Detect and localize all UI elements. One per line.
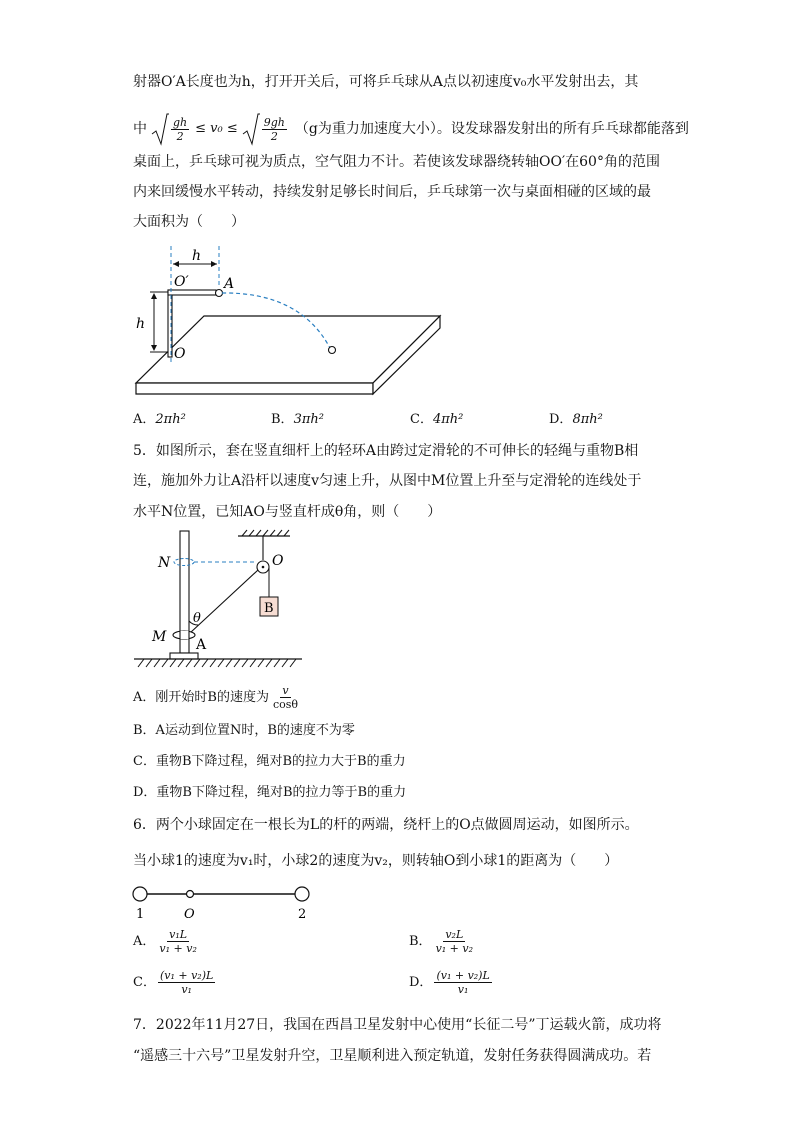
q7-line-1: 7．2022年11月27日，我国在西昌卫星发射中心使用“长征二号”丁运载火箭，成功将 <box>133 1017 662 1033</box>
frac-den: v₁ + v₂ <box>435 942 474 955</box>
sqrt-sign-icon <box>242 112 260 146</box>
q5-option-a[interactable] <box>133 684 302 711</box>
arrow-head-icon <box>151 293 157 299</box>
q6-option-b-frac <box>434 928 475 955</box>
q5-option-c[interactable]: C．重物B下降过程，绳对B的拉力大于B的重力 <box>133 754 406 769</box>
frac-num: (v₁ + v₂)L <box>159 969 214 982</box>
q6-option-c[interactable] <box>133 969 217 996</box>
option-key: B． <box>271 412 294 427</box>
pulley-axle <box>262 566 265 569</box>
option-text: A．刚开始时B的速度为 <box>133 689 269 705</box>
q4-line-1: 射器O′A长度也为h，打开开关后，可将乒乓球从A点以初速度v₀水平发射出去，其 <box>133 74 639 90</box>
q5-line-3: 水平N位置，已知AO与竖直杆成θ角，则（ ） <box>133 504 442 520</box>
label-a: A <box>196 637 207 653</box>
frac-num: v₁L <box>169 928 188 941</box>
option-value: 8πh² <box>572 412 603 427</box>
option-key: A． <box>133 412 156 427</box>
label-n: N <box>158 555 171 571</box>
q4-line-2 <box>133 112 689 146</box>
label-o: O <box>174 346 186 362</box>
label-b: B <box>264 601 274 616</box>
label-a: A <box>224 276 235 292</box>
option-value: 4πh² <box>432 412 464 427</box>
q4-line-5: 大面积为（ ） <box>133 214 245 230</box>
q4-line-2-suffix: （g为重力加速度大小）。设发球器发射出的所有乒乓球都能落到 <box>294 121 689 137</box>
option-key: C． <box>133 974 156 990</box>
q4-ineq-right-num: 9gh <box>263 115 285 129</box>
q5-line-2: 连，施加外力让A沿杆以速度v匀速上升，从图中M位置上升至与定滑轮的连线处于 <box>133 473 642 489</box>
label-m: M <box>152 629 167 645</box>
arrow-head-icon <box>151 345 157 351</box>
q6-option-d-frac <box>434 969 491 996</box>
q5-option-a-frac <box>271 684 300 711</box>
label-h-top: h <box>192 248 202 264</box>
q4-ineq-right-den: 2 <box>270 129 278 143</box>
q6-figure <box>128 882 318 922</box>
q4-option-a[interactable] <box>133 411 186 429</box>
rod-base <box>170 653 198 659</box>
q5-line-1: 5．如图所示，套在竖直细杆上的轻环A由跨过定滑轮的不可伸长的轻绳与重物B相 <box>133 443 639 459</box>
arrow-head-icon <box>173 261 179 267</box>
ball-2 <box>295 887 309 901</box>
q4-ineq-right-frac <box>262 116 287 143</box>
pivot-o <box>187 891 194 898</box>
q6-option-c-frac <box>158 969 215 996</box>
label-1: 1 <box>136 907 145 922</box>
q4-line-2-prefix: 中 <box>133 121 147 137</box>
frac-den: v₁ + v₂ <box>159 942 197 955</box>
label-o: O <box>184 907 195 922</box>
launcher-arm <box>168 290 216 295</box>
q4-option-b[interactable] <box>271 411 324 429</box>
q6-line-2: 当小球1的速度为v₁时，小球2的速度为v₂，则转轴O到小球1的距离为（ ） <box>133 853 619 869</box>
frac-num: v₂L <box>445 928 464 941</box>
q4-figure <box>130 240 450 400</box>
table-front <box>136 383 373 394</box>
q4-line-3: 桌面上，乒乓球可视为质点，空气阻力不计。若使该发球器绕转轴OO′在60°角的范围 <box>133 154 660 170</box>
q5-figure <box>130 528 310 673</box>
q5-option-b[interactable]: B．A运动到位置N时，B的速度不为零 <box>133 723 355 738</box>
frac-den: v₁ <box>457 983 469 996</box>
label-o-prime: O′ <box>174 274 189 290</box>
q4-option-c[interactable] <box>410 411 463 429</box>
ball-1 <box>133 887 147 901</box>
q4-ineq-left-num: gh <box>173 115 188 129</box>
label-h-left: h <box>136 316 146 332</box>
label-o: O <box>272 553 284 569</box>
ground-hatch <box>138 659 296 667</box>
q4-ineq-left-den: 2 <box>176 129 184 143</box>
q6-option-a-frac <box>157 928 198 955</box>
arrow-head-icon <box>211 261 217 267</box>
ball-a <box>216 290 223 297</box>
option-key: C． <box>410 412 433 427</box>
label-theta: θ <box>193 611 201 626</box>
option-value: 2πh² <box>155 412 186 427</box>
option-key: A． <box>133 933 156 949</box>
frac-num: (v₁ + v₂)L <box>436 969 490 982</box>
q6-option-d[interactable] <box>409 969 494 996</box>
frac-den: v₁ <box>181 983 192 996</box>
q5-option-d[interactable]: D．重物B下降过程，绳对B的拉力等于B的重力 <box>133 785 407 800</box>
landing-ball <box>329 347 336 354</box>
option-key: D． <box>409 974 433 990</box>
q6-option-b[interactable] <box>409 928 477 955</box>
q4-ineq-left-frac <box>171 116 189 143</box>
q7-line-2: “遥感三十六号”卫星发射升空，卫星顺利进入预定轨道，发射任务获得圆满成功。若 <box>133 1048 652 1064</box>
q6-line-1: 6．两个小球固定在一根长为L的杆的两端，绕杆上的O点做圆周运动，如图所示。 <box>133 817 639 833</box>
q6-option-a[interactable] <box>133 928 201 955</box>
option-key: B． <box>409 933 432 949</box>
frac-num: v <box>282 684 289 697</box>
q4-line-4: 内来回缓慢水平转动，持续发射足够长时间后，乒乓球第一次与桌面相碰的区域的最 <box>133 184 651 200</box>
ceiling-hatch <box>242 530 289 536</box>
sqrt-sign-icon <box>151 112 169 146</box>
q4-ineq-mid: ≤ v₀ ≤ <box>195 121 238 136</box>
frac-den: cosθ <box>272 698 299 711</box>
option-value: 3πh² <box>293 412 324 427</box>
label-2: 2 <box>298 907 307 922</box>
q4-option-d[interactable] <box>549 411 603 429</box>
option-key: D． <box>549 412 573 427</box>
